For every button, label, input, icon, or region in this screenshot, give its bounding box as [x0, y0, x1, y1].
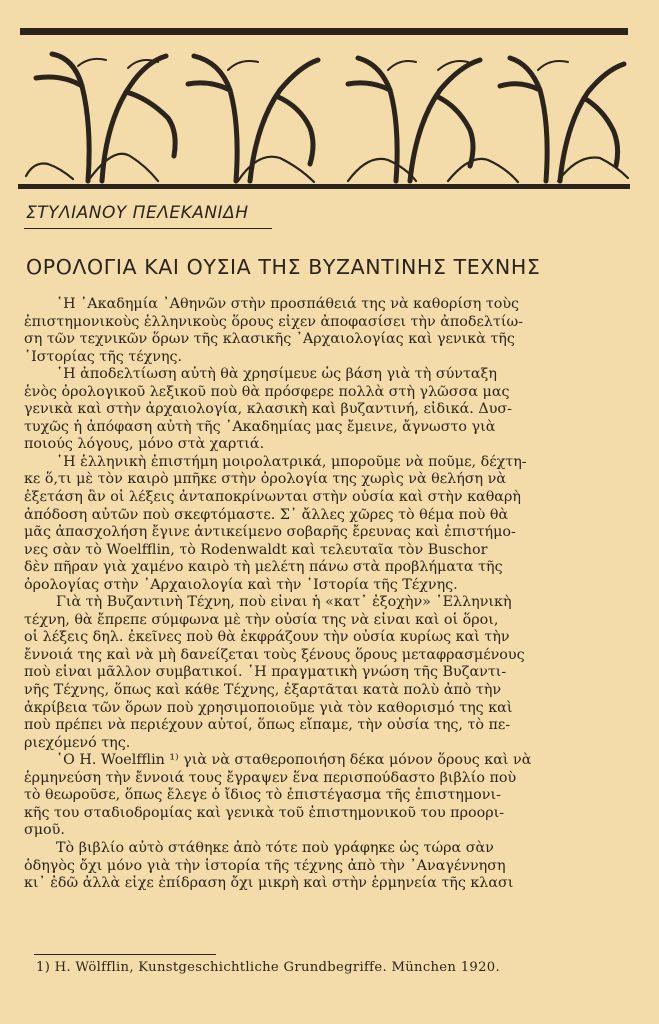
text-line: ἐπιστημονικοὺς ἑλληνικοὺς ὅρους εἶχεν ἀποφασίσει τὴν ἀποδελτίω- — [24, 313, 523, 330]
author-name: ΣΤΥΛΙΑΝΟΥ ΠΕΛΕΚΑΝΙΔΗ — [26, 203, 249, 223]
text-line: κι᾿ ἐδῶ ἀλλὰ εἶχε ἐπίδραση ὄχι μικρὴ καὶ στὴν ἑρμηνεία τῆς κλασι — [24, 875, 514, 892]
text-line: κε ὅ,τι μὲ τὸν καιρὸ μπῆκε στὴν ὀρολογία της χωρὶς νὰ θελήση νὰ — [24, 471, 507, 488]
text-line: ἀκρίβεια τῶν ὅρων ποὺ χρησιμοποιοῦμε γιὰ τὸν καθορισμό της καὶ — [24, 699, 513, 716]
text-line: νῆς Τέχνης, ὅπως καὶ κάθε Τέχνης, ἐξαρτᾶται κατὰ πολὺ ἀπὸ τὴν — [24, 682, 502, 699]
text-line: ἑνὸς ὀρολογικοῦ λεξικοῦ ποὺ θὰ πρόσφερε πολλὰ στὴ γλῶσσα μας — [24, 383, 510, 400]
text-line: σμοῦ. — [24, 822, 65, 839]
text-line: τυχῶς ἡ ἀπόφαση αὐτὴ τῆς ᾿Ακαδημίας μας ἔμεινε, ἄγνωστο γιὰ — [24, 418, 496, 435]
text-line: ῾Η ἑλληνικὴ ἐπιστήμη μοιρολατρικά, μποροῦμε νὰ ποῦμε, δέχτη- — [56, 453, 527, 470]
text-line: ση τῶν τεχνικῶν ὅρων τῆς κλασικῆς ᾿Αρχαιολογίας καὶ γενικὰ τῆς — [24, 331, 515, 348]
author-underline — [24, 228, 272, 229]
footnote: 1) H. Wölfflin, Kunstgeschichtliche Grundbegriffe. München 1920. — [36, 960, 500, 975]
text-line: μᾶς ἀπασχολήση ἔγινε ἀντικείμενο σοβαρῆς ἔρευνας καὶ ἐπιστήμο- — [24, 524, 516, 541]
footnote-divider — [34, 954, 216, 955]
text-line: ριεχόμενό της. — [24, 734, 131, 751]
text-line: ἐξετάση ἂν οἱ λέξεις ἀνταποκρίνωνται στὴν οὐσία καὶ στὴν καθαρὴ — [24, 489, 521, 506]
text-line: ἑρμηνεύση τὴν ἔννοιά τους ἔγραψεν ἕνα περισπούδαστο βιβλίο ποὺ — [24, 769, 517, 786]
text-line: Γιὰ τὴ Βυζαντινὴ Τέχνη, ποὺ εἶναι ἡ «κατ᾿ ἐξοχὴν» ῾Ελληνικὴ — [56, 594, 512, 611]
text-line: ῾Ιστορίας τῆς τέχνης. — [24, 348, 183, 365]
text-line: δὲν πῆραν γιὰ χαμένο καιρὸ τὴ μελέτη πάνω στὰ προβλήματα τῆς — [24, 559, 503, 576]
text-line: νες σὰν τὸ Woelfflin, τὸ Rodenwaldt καὶ τελευταῖα τὸν Buschor — [24, 541, 488, 558]
text-line: ῾Ο Η. Woelfflin ¹⁾ γιὰ νὰ σταθεροποιήση δέκα μόνον ὅρους καὶ νὰ — [56, 752, 532, 769]
text-line: ὁδηγὸς ὄχι μόνο γιὰ τὴν ἱστορία τῆς τέχνης ἀπὸ τὴν ᾿Αναγέννηση — [24, 857, 506, 874]
text-line: ῾Η ᾿Ακαδημία ᾿Αθηνῶν στὴν προσπάθειά της νὰ καθορίση τοὺς — [56, 296, 520, 312]
tree-frieze-ornament — [18, 26, 630, 196]
text-line: ἔννοιά της καὶ νὰ μὴ δανείζεται τοὺς ξένους ὅρους μεταφρασμένους — [24, 646, 525, 663]
text-line: γενικὰ καὶ στὴν ἀρχαιολογία, κλασικὴ καὶ βυζαντινή, εἰδικά. Δυσ- — [24, 401, 512, 418]
text-line: ῾Η ἀποδελτίωση αὐτὴ θὰ χρησίμευε ὡς βάση γιὰ τὴ σύνταξη — [56, 366, 497, 383]
text-line: οἱ λέξεις δηλ. ἐκεῖνες ποὺ θὰ ἐκφράζουν τὴν οὐσία κυρίως καὶ τὴν — [24, 629, 510, 646]
text-line: τὸ θεωροῦσε, ὅπως ἔλεγε ὁ ἴδιος τὸ ἐπιστέγασμα τῆς ἐπιστημονι- — [24, 787, 501, 804]
article-title: ΟΡΟΛΟΓΙΑ ΚΑΙ ΟΥΣΙΑ ΤΗΣ ΒΥΖΑΝΤΙΝΗΣ ΤΕΧΝΗΣ — [26, 255, 541, 279]
text-line: ὀρολογίας στὴν ᾿Αρχαιολογία καὶ τὴν ῾Ιστορία τῆς Τέχνης. — [24, 576, 458, 593]
article-body — [24, 296, 622, 893]
text-line: Τὸ βιβλίο αὐτὸ στάθηκε ἀπὸ τότε ποὺ γράφηκε ὡς τώρα σὰν — [56, 839, 494, 856]
text-line: τέχνη, θὰ ἔπρεπε σύμφωνα μὲ τὴν οὐσία της νὰ εἶναι καὶ οἱ ὅροι, — [24, 611, 499, 628]
text-line: ἀπόδοση αὐτῶν ποὺ σκεφτόμαστε. Σ᾿ ἄλλες χῶρες τὸ θέμα ποὺ θὰ — [24, 506, 509, 523]
text-line: ποὺ πρέπει νὰ περιέχουν αὐτοί, ὅπως εἴπαμε, τὴν οὐσία της, τὸ πε- — [24, 717, 511, 734]
text-line: κῆς του σταδιοδρομίας καὶ γενικὰ τοῦ ἐπιστημονικοῦ του προορι- — [24, 804, 505, 821]
text-line: ποὺ εἶναι μᾶλλον συμβατικοί. ῾Η πραγματικὴ γνώση τῆς Βυζαντι- — [24, 664, 507, 681]
text-line: ποιούς λόγους, μόνο στὰ χαρτιά. — [24, 436, 265, 453]
